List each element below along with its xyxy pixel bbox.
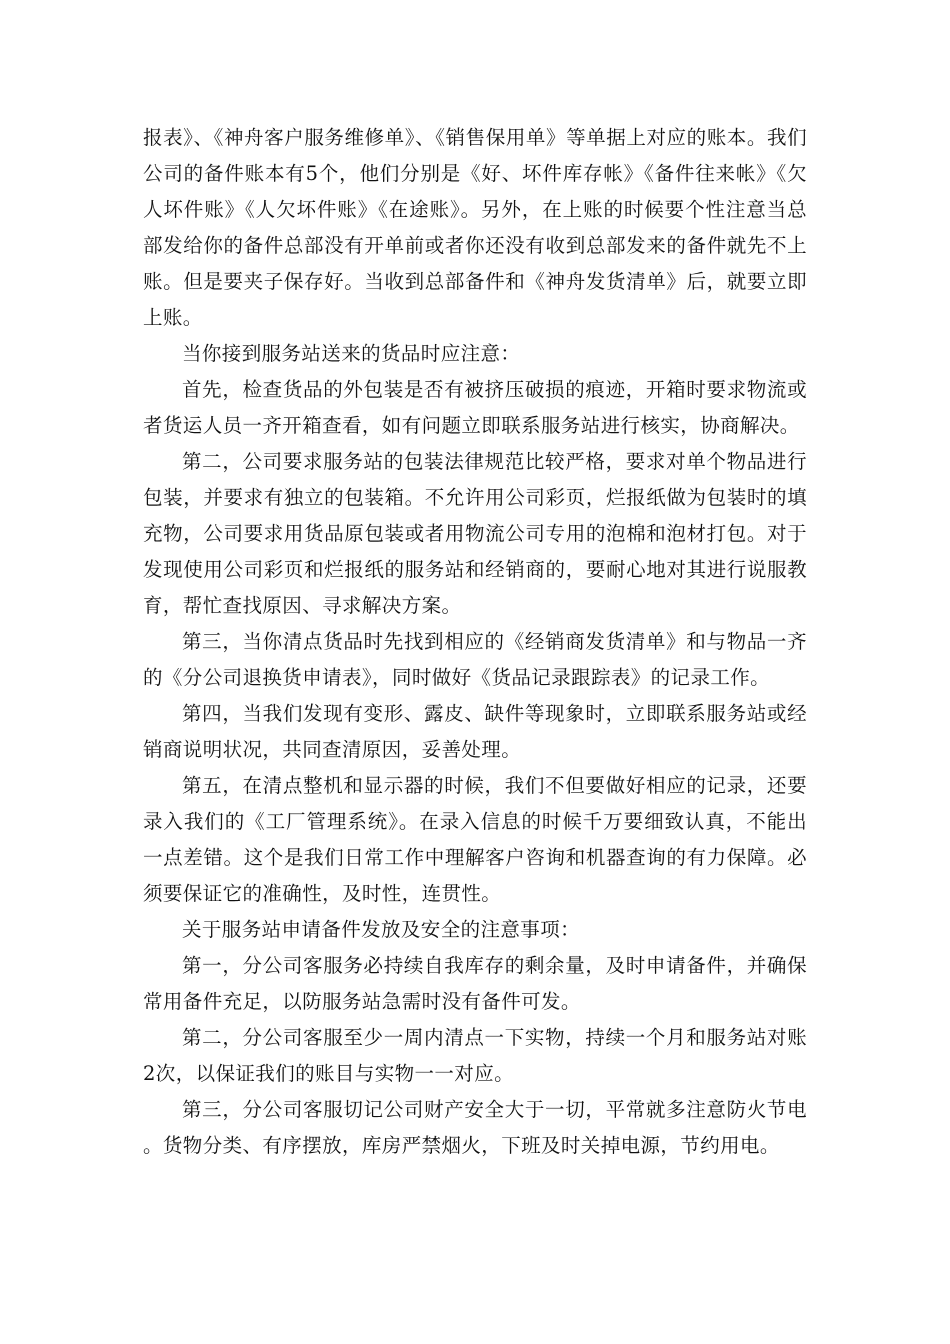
document-body [143, 120, 807, 1164]
paragraph-2: 当你接到服务站送来的货品时应注意： [182, 342, 521, 365]
paragraph-3: 首先，检查货品的外包装是否有被挤压破损的痕迹，开箱时要求物流或者货运人员一齐开箱查看，如有问题立即联系服务站进行核实，协商解决。 [143, 378, 807, 437]
paragraph-6: 第四，当我们发现有变形、露皮、缺件等现象时，立即联系服务站或经销商说明状况，共同查清原因，妥善处理。 [143, 702, 807, 761]
paragraph-9: 第一，分公司客服务必持续自我库存的剩余量，及时申请备件，并确保常用备件充足，以防服务站急需时没有备件可发。 [143, 954, 807, 1013]
paragraph-5: 第三，当你清点货品时先找到相应的《经销商发货清单》和与物品一齐的《分公司退换货申请表》，同时做好《货品记录跟踪表》的记录工作。 [143, 630, 807, 689]
paragraph-10: 第二，分公司客服至少一周内清点一下实物，持续一个月和服务站对账2次，以保证我们的账目与实物一一对应。 [143, 1026, 807, 1085]
paragraph-11: 第三，分公司客服切记公司财产安全大于一切，平常就多注意防火节电。货物分类、有序摆放，库房严禁烟火，下班及时关掉电源，节约用电。 [143, 1098, 807, 1157]
paragraph-7: 第五，在清点整机和显示器的时候，我们不但要做好相应的记录，还要录入我们的《工厂管理系统》。在录入信息的时候千万要细致认真，不能出一点差错。这个是我们日常工作中理解客户咨询和机器查询的有力保障。必须要保证它的准确性，及时性，连贯性。 [143, 774, 807, 905]
paragraph-8: 关于服务站申请备件发放及安全的注意事项： [182, 918, 581, 941]
paragraph-4: 第二，公司要求服务站的包装法律规范比较严格，要求对单个物品进行包装，并要求有独立的包装箱。不允许用公司彩页，烂报纸做为包装时的填充物，公司要求用货品原包装或者用物流公司专用的泡棉和泡材打包。对于发现使用公司彩页和烂报纸的服务站和经销商的，要耐心地对其进行说服教育，帮忙查找原因、寻求解决方案。 [143, 450, 807, 617]
paragraph-1: 报表》、《神舟客户服务维修单》、《销售保用单》等单据上对应的账本。我们公司的备件账本有5个，他们分别是《好、坏件库存帐》《备件往来帐》《欠人坏件账》《人欠坏件账》《在途账》。另外，在上账的时候要个性注意当总部发给你的备件总部没有开单前或者你还没有收到总部发来的备件就先不上账。但是要夹子保存好。当收到总部备件和《神舟发货清单》后，就要立即上账。 [143, 126, 807, 329]
